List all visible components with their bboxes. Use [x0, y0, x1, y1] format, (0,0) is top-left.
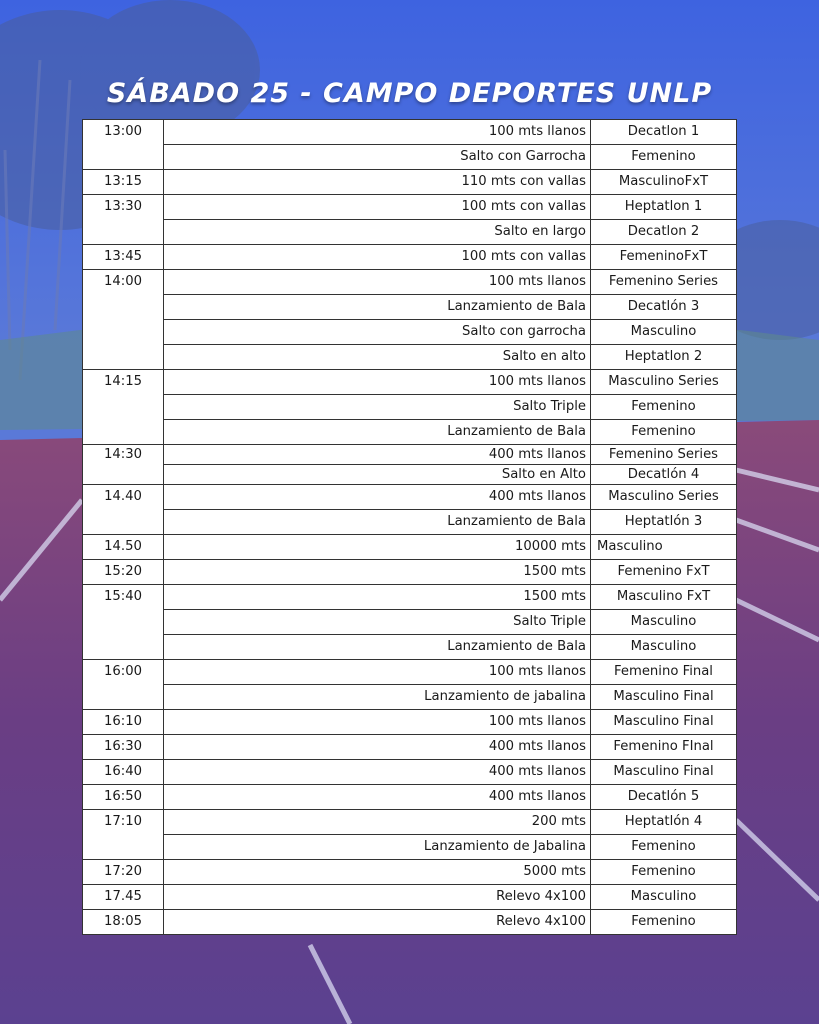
category-cell: Masculino [591, 635, 737, 660]
event-cell: Relevo 4x100 [164, 910, 591, 935]
table-row [83, 220, 737, 245]
event-cell: Salto en Alto [164, 465, 591, 485]
category-cell: Masculino FxT [591, 585, 737, 610]
table-row [83, 295, 737, 320]
table-row [83, 810, 737, 835]
table-row [83, 370, 737, 395]
time-cell: 14.50 [83, 535, 164, 560]
table-row [83, 320, 737, 345]
category-cell: Femenino Series [591, 270, 737, 295]
table-row [83, 395, 737, 420]
time-cell: 16:50 [83, 785, 164, 810]
event-cell: 5000 mts [164, 860, 591, 885]
category-cell: Femenino [591, 860, 737, 885]
event-cell: 400 mts llanos [164, 445, 591, 465]
table-row [83, 610, 737, 635]
event-cell: 100 mts llanos [164, 710, 591, 735]
table-row [83, 860, 737, 885]
table-row [83, 445, 737, 465]
category-cell: Femenino FxT [591, 560, 737, 585]
event-cell: 400 mts llanos [164, 485, 591, 510]
time-cell: 17.45 [83, 885, 164, 910]
table-row [83, 465, 737, 485]
category-cell: Masculino [591, 535, 737, 560]
time-cell: 14.40 [83, 485, 164, 535]
event-cell: 100 mts llanos [164, 270, 591, 295]
table-row [83, 785, 737, 810]
table-row [83, 760, 737, 785]
category-cell: Masculino Final [591, 685, 737, 710]
category-cell: Femenino FInal [591, 735, 737, 760]
event-cell: 400 mts llanos [164, 760, 591, 785]
table-row [83, 585, 737, 610]
category-cell: Masculino Series [591, 370, 737, 395]
event-cell: 100 mts con vallas [164, 245, 591, 270]
event-cell: 1500 mts [164, 560, 591, 585]
event-cell: 10000 mts [164, 535, 591, 560]
time-cell: 13:30 [83, 195, 164, 245]
event-cell: Lanzamiento de Bala [164, 510, 591, 535]
event-cell: Lanzamiento de jabalina [164, 685, 591, 710]
table-row [83, 560, 737, 585]
category-cell: Masculino Final [591, 710, 737, 735]
event-cell: 400 mts llanos [164, 735, 591, 760]
event-cell: Salto con Garrocha [164, 145, 591, 170]
table-row [83, 420, 737, 445]
table-row [83, 735, 737, 760]
time-cell: 13:45 [83, 245, 164, 270]
category-cell: Masculino [591, 320, 737, 345]
category-cell: Decatlón 3 [591, 295, 737, 320]
time-cell: 17:10 [83, 810, 164, 860]
category-cell: Femenino Series [591, 445, 737, 465]
event-cell: 100 mts llanos [164, 660, 591, 685]
category-cell: Heptatlón 3 [591, 510, 737, 535]
time-cell: 17:20 [83, 860, 164, 885]
category-cell: FemeninoFxT [591, 245, 737, 270]
event-cell: 400 mts llanos [164, 785, 591, 810]
category-cell: Masculino Series [591, 485, 737, 510]
table-row [83, 535, 737, 560]
time-cell: 16:40 [83, 760, 164, 785]
event-cell: Relevo 4x100 [164, 885, 591, 910]
event-cell: Lanzamiento de Bala [164, 420, 591, 445]
time-cell: 14:30 [83, 445, 164, 485]
table-row [83, 485, 737, 510]
table-row [83, 660, 737, 685]
event-cell: Salto Triple [164, 610, 591, 635]
table-row [83, 885, 737, 910]
event-cell: Salto en largo [164, 220, 591, 245]
category-cell: Femenino Final [591, 660, 737, 685]
time-cell: 18:05 [83, 910, 164, 935]
category-cell: Masculino [591, 610, 737, 635]
schedule-table [82, 119, 737, 935]
category-cell: Decatlón 4 [591, 465, 737, 485]
event-cell: Lanzamiento de Bala [164, 635, 591, 660]
category-cell: Femenino [591, 145, 737, 170]
category-cell: Heptatlón 4 [591, 810, 737, 835]
category-cell: Masculino Final [591, 760, 737, 785]
table-row [83, 245, 737, 270]
time-cell: 13:00 [83, 120, 164, 170]
table-row [83, 145, 737, 170]
table-row [83, 170, 737, 195]
event-cell: Salto en alto [164, 345, 591, 370]
event-cell: Lanzamiento de Jabalina [164, 835, 591, 860]
time-cell: 16:10 [83, 710, 164, 735]
category-cell: Femenino [591, 395, 737, 420]
table-row [83, 635, 737, 660]
page-title: SÁBADO 25 - CAMPO DEPORTES UNLP [106, 78, 713, 109]
event-cell: Salto con garrocha [164, 320, 591, 345]
table-row [83, 685, 737, 710]
category-cell: Heptatlon 1 [591, 195, 737, 220]
category-cell: Femenino [591, 910, 737, 935]
event-cell: 200 mts [164, 810, 591, 835]
time-cell: 16:30 [83, 735, 164, 760]
time-cell: 14:15 [83, 370, 164, 445]
table-row [83, 910, 737, 935]
table-row [83, 120, 737, 145]
event-cell: 100 mts llanos [164, 120, 591, 145]
time-cell: 16:00 [83, 660, 164, 710]
category-cell: Femenino [591, 420, 737, 445]
category-cell: Decatlon 2 [591, 220, 737, 245]
event-cell: 100 mts llanos [164, 370, 591, 395]
time-cell: 13:15 [83, 170, 164, 195]
table-row [83, 835, 737, 860]
category-cell: Femenino [591, 835, 737, 860]
event-cell: Lanzamiento de Bala [164, 295, 591, 320]
event-cell: 1500 mts [164, 585, 591, 610]
table-row [83, 710, 737, 735]
time-cell: 14:00 [83, 270, 164, 370]
category-cell: Heptatlon 2 [591, 345, 737, 370]
category-cell: Masculino [591, 885, 737, 910]
category-cell: Decatlón 5 [591, 785, 737, 810]
table-row [83, 195, 737, 220]
category-cell: MasculinoFxT [591, 170, 737, 195]
event-cell: 100 mts con vallas [164, 195, 591, 220]
time-cell: 15:40 [83, 585, 164, 660]
table-row [83, 270, 737, 295]
event-cell: Salto Triple [164, 395, 591, 420]
table-row [83, 510, 737, 535]
event-cell: 110 mts con vallas [164, 170, 591, 195]
category-cell: Decatlon 1 [591, 120, 737, 145]
table-row [83, 345, 737, 370]
time-cell: 15:20 [83, 560, 164, 585]
